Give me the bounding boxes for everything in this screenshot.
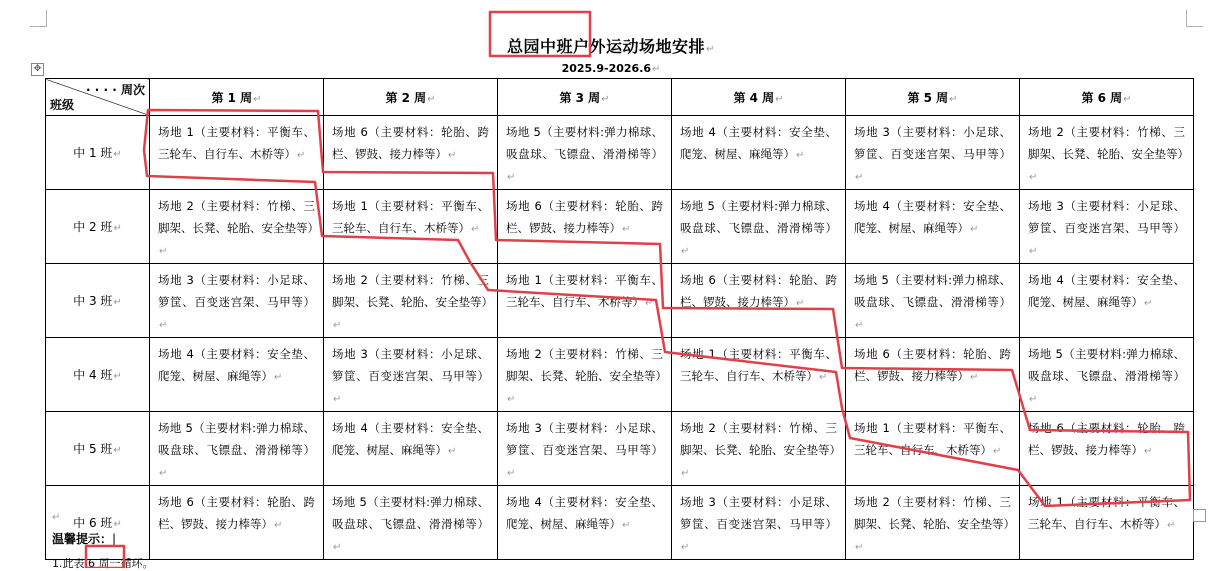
week-header-2: 第 2 周↵ (324, 79, 498, 116)
week-header-5: 第 5 周↵ (846, 79, 1020, 116)
schedule-cell[interactable]: 场地 1（主要材料：平衡车、三轮车、自行车、木桥等）↵ (1020, 486, 1194, 560)
table-row (46, 486, 1194, 560)
schedule-cell[interactable]: 场地 3（主要材料：小足球、箩筐、百变迷宫架、马甲等）↵ (150, 264, 324, 338)
page-corner-mark-top-left (30, 10, 47, 27)
schedule-cell[interactable]: 场地 5（主要材料:弹力棉球、吸盘球、飞镖盘、滑滑梯等）↵ (1020, 338, 1194, 412)
schedule-cell[interactable]: 场地 1（主要材料：平衡车、三轮车、自行车、木桥等）↵ (672, 338, 846, 412)
paragraph-mark-icon: ↵ (706, 44, 715, 55)
table-row (46, 412, 1194, 486)
schedule-cell[interactable]: 场地 6（主要材料：轮胎、跨栏、锣鼓、接力棒等）↵ (324, 116, 498, 190)
schedule-cell[interactable]: 场地 2（主要材料：竹梯、三脚架、长凳、轮胎、安全垫等）↵ (324, 264, 498, 338)
schedule-cell[interactable]: 场地 4（主要材料：安全垫、爬笼、树屋、麻绳等）↵ (150, 338, 324, 412)
schedule-cell[interactable]: 场地 6（主要材料：轮胎、跨栏、锣鼓、接力棒等）↵ (846, 338, 1020, 412)
schedule-cell[interactable]: 场地 2（主要材料：竹梯、三脚架、长凳、轮胎、安全垫等）↵ (672, 412, 846, 486)
schedule-cell[interactable]: 场地 2（主要材料：竹梯、三脚架、长凳、轮胎、安全垫等）↵ (846, 486, 1020, 560)
week-header-6: 第 6 周↵ (1020, 79, 1194, 116)
header-class-label: 班级 (50, 98, 75, 112)
page-corner-mark-top-right (1186, 10, 1203, 27)
schedule-cell[interactable]: 场地 3（主要材料：小足球、箩筐、百变迷宫架、马甲等）↵ (498, 412, 672, 486)
schedule-cell[interactable]: 场地 6（主要材料：轮胎、跨栏、锣鼓、接力棒等）↵ (672, 264, 846, 338)
table-row (46, 338, 1194, 412)
schedule-cell[interactable]: 场地 4（主要材料：安全垫、爬笼、树屋、麻绳等）↵ (846, 190, 1020, 264)
table-row (46, 116, 1194, 190)
schedule-cell[interactable]: 场地 6（主要材料：轮胎、跨栏、锣鼓、接力棒等）↵ (1020, 412, 1194, 486)
schedule-cell[interactable]: 场地 2（主要材料：竹梯、三脚架、长凳、轮胎、安全垫等）↵ (1020, 116, 1194, 190)
schedule-cell[interactable]: 场地 1（主要材料：平衡车、三轮车、自行车、木桥等）↵ (150, 116, 324, 190)
table-row (46, 264, 1194, 338)
class-name-cell: 中 2 班↵ (46, 190, 150, 264)
schedule-cell[interactable]: 场地 6（主要材料：轮胎、跨栏、锣鼓、接力棒等）↵ (498, 190, 672, 264)
document-subtitle-text: 2025.9-2026.6 (561, 62, 652, 75)
class-name-cell: 中 5 班↵ (46, 412, 150, 486)
schedule-cell[interactable]: 场地 5（主要材料:弹力棉球、吸盘球、飞镖盘、滑滑梯等）↵ (498, 116, 672, 190)
schedule-cell[interactable]: 场地 1（主要材料：平衡车、三轮车、自行车、木桥等）↵ (846, 412, 1020, 486)
schedule-cell[interactable]: 场地 4（主要材料：安全垫、爬笼、树屋、麻绳等）↵ (498, 486, 672, 560)
class-name-cell: 中 6 班↵ (46, 486, 150, 560)
schedule-cell[interactable]: 场地 3（主要材料：小足球、箩筐、百变迷宫架、马甲等）↵ (846, 116, 1020, 190)
schedule-cell[interactable]: 场地 5（主要材料:弹力棉球、吸盘球、飞镖盘、滑滑梯等）↵ (672, 190, 846, 264)
document-title-text: 总园中班户外运动场地安排 (507, 37, 706, 56)
schedule-cell[interactable]: 场地 3（主要材料：小足球、箩筐、百变迷宫架、马甲等）↵ (324, 338, 498, 412)
paragraph-mark-icon: ↵ (652, 64, 661, 75)
week-header-3: 第 3 周↵ (498, 79, 672, 116)
tips-line: 1.此表 6 周一循环。 (52, 557, 154, 570)
schedule-cell[interactable]: 场地 3（主要材料：小足球、箩筐、百变迷宫架、马甲等）↵ (672, 486, 846, 560)
schedule-table (45, 78, 1194, 560)
diagonal-header-cell (46, 79, 150, 116)
tips-title: 温馨提示：| (52, 532, 117, 546)
table-row (46, 190, 1194, 264)
schedule-cell[interactable]: 场地 1（主要材料：平衡车、三轮车、自行车、木桥等）↵ (324, 190, 498, 264)
class-name-cell: 中 4 班↵ (46, 338, 150, 412)
table-move-handle-icon[interactable]: ✥ (31, 63, 44, 76)
schedule-cell[interactable]: 场地 4（主要材料：安全垫、爬笼、树屋、麻绳等）↵ (1020, 264, 1194, 338)
table-header-row (46, 79, 1194, 116)
schedule-cell[interactable]: 场地 5（主要材料:弹力棉球、吸盘球、飞镖盘、滑滑梯等）↵ (846, 264, 1020, 338)
schedule-cell[interactable]: 场地 6（主要材料：轮胎、跨栏、锣鼓、接力棒等）↵ (150, 486, 324, 560)
schedule-cell[interactable]: 场地 1（主要材料：平衡车、三轮车、自行车、木桥等）↵ (498, 264, 672, 338)
table-resize-handle-icon[interactable] (1193, 509, 1206, 522)
schedule-cell[interactable]: 场地 3（主要材料：小足球、箩筐、百变迷宫架、马甲等）↵ (1020, 190, 1194, 264)
schedule-cell[interactable]: 场地 5（主要材料:弹力棉球、吸盘球、飞镖盘、滑滑梯等）↵ (324, 486, 498, 560)
schedule-cell[interactable]: 场地 2（主要材料：竹梯、三脚架、长凳、轮胎、安全垫等）↵ (150, 190, 324, 264)
week-header-1: 第 1 周↵ (150, 79, 324, 116)
schedule-cell[interactable]: 场地 5（主要材料:弹力棉球、吸盘球、飞镖盘、滑滑梯等）↵ (150, 412, 324, 486)
schedule-cell[interactable]: 场地 4（主要材料：安全垫、爬笼、树屋、麻绳等）↵ (672, 116, 846, 190)
schedule-cell[interactable]: 场地 4（主要材料：安全垫、爬笼、树屋、麻绳等）↵ (324, 412, 498, 486)
paragraph-mark-icon: ↵ (52, 512, 61, 523)
week-header-4: 第 4 周↵ (672, 79, 846, 116)
document-title (0, 34, 1222, 57)
class-name-cell: 中 3 班↵ (46, 264, 150, 338)
document-subtitle (0, 62, 1222, 75)
schedule-cell[interactable]: 场地 2（主要材料：竹梯、三脚架、长凳、轮胎、安全垫等）↵ (498, 338, 672, 412)
class-name-cell: 中 1 班↵ (46, 116, 150, 190)
header-week-label: · · · · 周次 (86, 83, 145, 97)
